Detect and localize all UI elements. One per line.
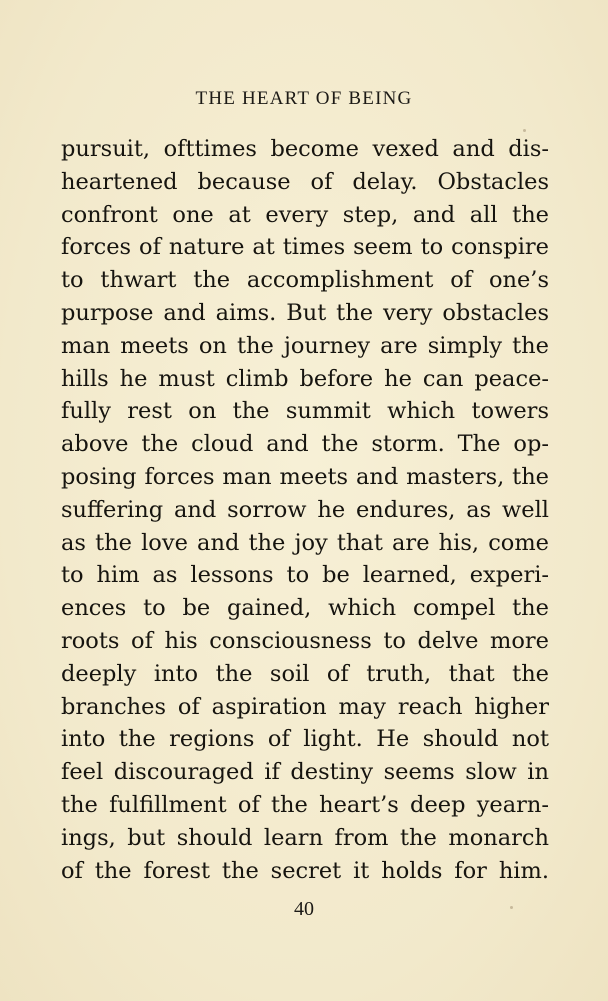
text-line: confront one at every step, and all the bbox=[61, 201, 549, 228]
text-line: pursuit, ofttimes become vexed and dis- bbox=[61, 136, 549, 162]
text-line: man meets on the journey are simply the bbox=[61, 332, 549, 359]
text-line: hills he must climb before he can peace- bbox=[61, 365, 549, 392]
text-line: fully rest on the summit which towers bbox=[61, 398, 549, 425]
text-line: to him as lessons to be learned, experi- bbox=[61, 562, 549, 589]
text-line: ings, but should learn from the monarch bbox=[61, 824, 549, 851]
text-line: into the regions of light. He should not bbox=[61, 726, 549, 753]
text-line: suffering and sorrow he endures, as well bbox=[61, 496, 549, 523]
text-line: forces of nature at times seem to conspire bbox=[61, 234, 549, 261]
paper-speck bbox=[510, 906, 513, 909]
page-number: 40 bbox=[294, 898, 314, 920]
text-line: as the love and the joy that are his, come bbox=[61, 529, 549, 556]
text-line: deeply into the soil of truth, that the bbox=[61, 660, 549, 687]
paper-speck bbox=[523, 129, 526, 132]
text-line: purpose and aims. But the very obstacles bbox=[61, 299, 549, 326]
text-line: to thwart the accomplishment of one’s bbox=[61, 267, 549, 294]
running-head: THE HEART OF BEING bbox=[195, 88, 413, 109]
text-line: ences to be gained, which compel the bbox=[61, 595, 549, 622]
text-line-last: of the forest the secret it holds for him. bbox=[61, 857, 549, 884]
text-line: branches of aspiration may reach higher bbox=[61, 693, 549, 720]
text-line: posing forces man meets and masters, the bbox=[61, 463, 549, 490]
text-line: roots of his consciousness to delve more bbox=[61, 627, 549, 654]
text-line: the fulfillment of the heart’s deep yearn- bbox=[61, 791, 549, 818]
text-line: heartened because of delay. Obstacles bbox=[61, 168, 549, 195]
body-text bbox=[61, 133, 549, 887]
text-line: above the cloud and the storm. The op- bbox=[61, 431, 549, 458]
text-line: feel discouraged if destiny seems slow in bbox=[61, 759, 549, 786]
